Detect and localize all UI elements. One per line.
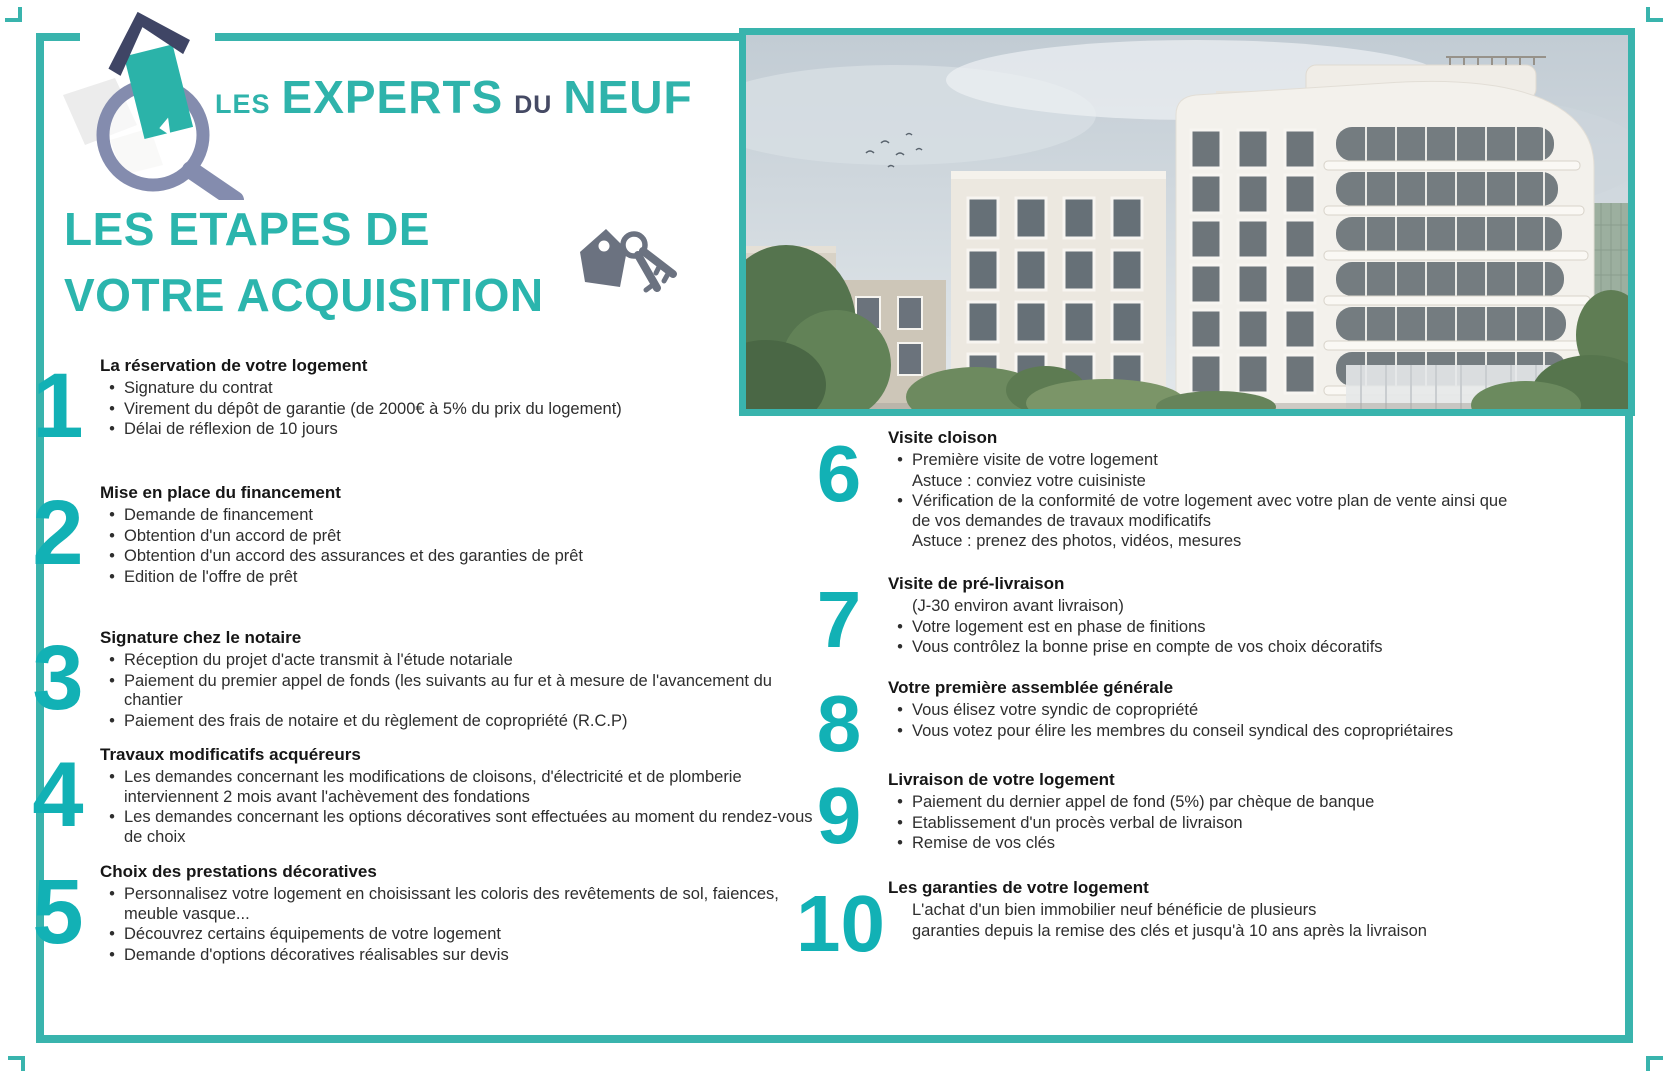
step-item [100,568,815,588]
step-item [100,651,815,671]
brand-neuf: NEUF [563,71,693,123]
step-item-text: Vous votez pour élire les membres du conseil syndical des copropriétaires [912,721,1454,740]
bullet-dot: • [897,793,903,811]
bullet-dot: • [109,671,115,690]
step-item-text: Paiement des frais de notaire et du règlement de copropriété (R.C.P) [124,711,628,730]
bullet-dot: • [897,721,903,740]
step-heading: Visite cloison [888,428,998,447]
step-item-text: Astuce : conviez votre cuisiniste [912,471,1146,490]
bullet-dot: • [897,451,903,469]
bullet-dot: • [109,808,115,826]
bullet-dot: • [109,420,115,438]
step-number-3: 3 [32,627,84,729]
step-item [888,451,1528,471]
step-item-text: Vous élisez votre syndic de copropriété [912,701,1199,719]
step-item [888,492,1528,531]
bullet-spacer [888,597,912,617]
step-item-text: L'achat d'un bien immobilier neuf bénéficie de plusieurs [912,901,1317,919]
step-number-4: 4 [32,744,84,846]
corner-mark-top-left [5,7,22,22]
step-item [100,946,815,966]
step-number-6: 6 [816,429,862,518]
bullet-dot: • [109,945,115,964]
step-item-text: garanties depuis la remise des clés et jusqu'à 10 ans après la livraison [912,921,1427,940]
step-item [888,618,1528,638]
bullet-dot: • [109,399,115,418]
corner-mark-top-right [1646,7,1663,22]
step-item [100,400,815,420]
page-title-line2: VOTRE ACQUISITION [64,269,544,321]
step-item [888,701,1528,721]
building-photo [739,28,1635,416]
step-8 [888,678,1528,742]
bullet-dot: • [109,711,115,730]
step-item-text: Paiement du premier appel de fonds (les suivants au fur et à mesure de l'avancement du chantier [124,671,772,709]
bullet-spacer [888,901,912,921]
corner-mark-bottom-right [1646,1056,1663,1071]
step-heading: Livraison de votre logement [888,770,1115,789]
brand-experts: EXPERTS [281,71,504,123]
step-item [100,547,815,567]
step-item [100,768,815,807]
bullet-dot: • [897,492,903,510]
step-item [888,532,1528,552]
bullet-dot: • [109,567,115,586]
step-item [888,597,1528,617]
step-heading: La réservation de votre logement [100,356,368,375]
bullet-dot: • [897,813,903,832]
step-heading: Travaux modificatifs acquéreurs [100,745,361,764]
step-item-text: Personnalisez votre logement en choisissant les coloris des revêtements de sol, faiences, meuble vasque... [124,885,779,923]
bullet-spacer [888,472,912,492]
step-item [100,672,815,711]
step-item [888,922,1528,942]
step-item-text: Délai de réflexion de 10 jours [124,420,338,438]
bullet-dot: • [109,925,115,943]
step-item-text: Première visite de votre logement [912,451,1158,469]
step-item-text: Découvrez certains équipements de votre logement [124,925,501,943]
brand-du: DU [514,91,553,119]
step-heading: Signature chez le notaire [100,628,302,647]
step-heading: Votre première assemblée générale [888,678,1174,697]
bullet-dot: • [109,768,115,786]
step-item-text: Edition de l'offre de prêt [124,567,298,586]
step-6 [888,428,1528,553]
step-item [100,506,815,526]
step-item [888,472,1528,492]
step-1 [100,356,815,441]
step-number-2: 2 [32,482,84,584]
bullet-dot: • [897,834,903,852]
bullet-dot: • [109,651,115,669]
brand-wordmark [215,70,693,124]
bullet-dot: • [897,638,903,656]
step-item-text: Virement du dépôt de garantie (de 2000€ à 5% du prix du logement) [124,399,622,418]
step-heading: Les garanties de votre logement [888,878,1149,897]
corner-mark-bottom-left [8,1056,25,1071]
step-item-text: Les demandes concernant les modifications de cloisons, d'électricité et de plomberie interviennent 2 mois avant l'achèvement des fondations [124,768,742,806]
bullet-dot: • [897,617,903,636]
step-item-text: Demande d'options décoratives réalisables sur devis [124,945,509,964]
step-item-text: Astuce : prenez des photos, vidéos, mesures [912,532,1242,550]
bullet-dot: • [897,701,903,719]
step-item-text: Paiement du dernier appel de fond (5%) par chèque de banque [912,793,1375,811]
step-10 [888,878,1528,942]
step-number-5: 5 [32,861,84,963]
building-photo-art [746,35,1628,409]
step-number-7: 7 [816,575,862,664]
step-heading: Visite de pré-livraison [888,574,1065,593]
step-item-text: (J-30 environ avant livraison) [912,597,1124,615]
step-item-text: Réception du projet d'acte transmit à l'étude notariale [124,651,513,669]
step-item [100,712,815,732]
step-item-text: Etablissement d'un procès verbal de livraison [912,813,1243,832]
step-item-text: Votre logement est en phase de finitions [912,617,1206,636]
step-item [100,527,815,547]
step-item-text: Vous contrôlez la bonne prise en compte de vos choix décoratifs [912,638,1383,656]
step-item-text: Obtention d'un accord de prêt [124,526,341,545]
bullet-spacer [888,922,912,942]
step-number-9: 9 [816,771,862,860]
step-number-1: 1 [32,355,84,457]
step-item [888,793,1528,813]
bullet-dot: • [109,379,115,397]
step-5 [100,862,815,966]
step-item-text: Les demandes concernant les options décoratives sont effectuées au moment du rendez-vous de choix [124,808,813,846]
step-item-text: Signature du contrat [124,379,273,397]
step-3 [100,628,815,732]
step-number-8: 8 [816,679,862,768]
step-4 [100,745,815,848]
step-2 [100,483,815,588]
step-item [100,808,815,847]
step-7 [888,574,1528,659]
page-title-line1: LES ETAPES DE [64,203,431,255]
page-title [64,196,544,328]
step-item-text: Obtention d'un accord des assurances et des garanties de prêt [124,547,584,565]
step-item [888,901,1528,921]
step-item [100,885,815,924]
house-keychain-keys-icon [560,218,680,300]
bullet-spacer [888,532,912,552]
brand-les: LES [215,89,271,119]
step-item [888,814,1528,834]
step-item-text: Remise de vos clés [912,834,1056,852]
step-number-10: 10 [796,879,885,968]
step-item-text: Vérification de la conformité de votre logement avec votre plan de vente ainsi que de vos demandes de travaux modificatifs [912,492,1508,530]
step-item [888,834,1528,854]
step-heading: Choix des prestations décoratives [100,862,377,881]
bullet-dot: • [109,526,115,545]
step-item [888,722,1528,742]
step-item [100,925,815,945]
step-item [888,638,1528,658]
bullet-dot: • [109,506,115,524]
step-item [100,379,815,399]
bullet-dot: • [109,885,115,903]
bullet-dot: • [109,547,115,565]
step-9 [888,770,1528,855]
step-item-text: Demande de financement [124,506,313,524]
step-heading: Mise en place du financement [100,483,341,502]
step-item [100,420,815,440]
